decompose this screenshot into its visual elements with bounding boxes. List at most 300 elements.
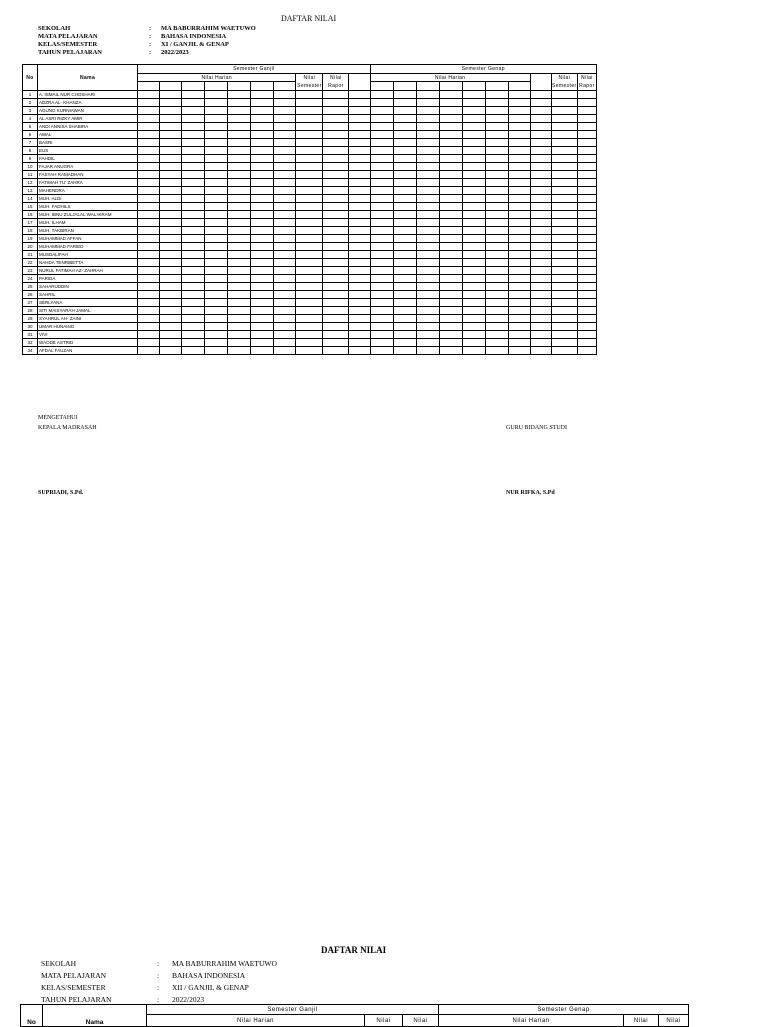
grade-cell[interactable]: [296, 107, 323, 115]
grade-cell[interactable]: [393, 299, 416, 307]
grade-cell[interactable]: [205, 139, 228, 147]
grade-cell[interactable]: [416, 227, 439, 235]
grade-cell[interactable]: [485, 147, 508, 155]
grade-cell[interactable]: [416, 107, 439, 115]
grade-cell[interactable]: [274, 307, 296, 315]
grade-cell[interactable]: [251, 115, 274, 123]
grade-cell[interactable]: [138, 115, 160, 123]
grade-cell[interactable]: [530, 315, 551, 323]
grade-cell[interactable]: [274, 163, 296, 171]
grade-cell[interactable]: [577, 179, 596, 187]
grade-cell[interactable]: [182, 299, 205, 307]
grade-cell[interactable]: [228, 323, 251, 331]
grade-cell[interactable]: [296, 307, 323, 315]
grade-cell[interactable]: [485, 91, 508, 99]
grade-cell[interactable]: [485, 195, 508, 203]
grade-cell[interactable]: [160, 179, 182, 187]
grade-cell[interactable]: [160, 163, 182, 171]
grade-cell[interactable]: [160, 259, 182, 267]
grade-cell[interactable]: [530, 299, 551, 307]
grade-cell[interactable]: [205, 123, 228, 131]
grade-cell[interactable]: [138, 275, 160, 283]
grade-cell[interactable]: [462, 251, 485, 259]
grade-cell[interactable]: [508, 155, 530, 163]
grade-cell[interactable]: [370, 307, 393, 315]
grade-cell[interactable]: [439, 331, 462, 339]
grade-cell[interactable]: [274, 91, 296, 99]
grade-cell[interactable]: [323, 267, 349, 275]
grade-cell[interactable]: [349, 123, 370, 131]
grade-cell[interactable]: [138, 187, 160, 195]
grade-cell[interactable]: [138, 163, 160, 171]
grade-cell[interactable]: [393, 211, 416, 219]
grade-cell[interactable]: [416, 139, 439, 147]
grade-cell[interactable]: [551, 347, 577, 355]
grade-cell[interactable]: [205, 179, 228, 187]
grade-cell[interactable]: [349, 331, 370, 339]
grade-cell[interactable]: [251, 139, 274, 147]
grade-cell[interactable]: [323, 291, 349, 299]
grade-cell[interactable]: [138, 123, 160, 131]
grade-cell[interactable]: [138, 243, 160, 251]
grade-cell[interactable]: [462, 323, 485, 331]
grade-cell[interactable]: [323, 107, 349, 115]
grade-cell[interactable]: [182, 107, 205, 115]
grade-cell[interactable]: [251, 211, 274, 219]
grade-cell[interactable]: [138, 171, 160, 179]
grade-cell[interactable]: [508, 211, 530, 219]
grade-cell[interactable]: [228, 179, 251, 187]
grade-cell[interactable]: [370, 203, 393, 211]
grade-cell[interactable]: [205, 211, 228, 219]
grade-cell[interactable]: [349, 203, 370, 211]
grade-cell[interactable]: [462, 339, 485, 347]
grade-cell[interactable]: [160, 275, 182, 283]
grade-cell[interactable]: [370, 211, 393, 219]
grade-cell[interactable]: [160, 267, 182, 275]
grade-cell[interactable]: [462, 163, 485, 171]
grade-cell[interactable]: [274, 323, 296, 331]
grade-cell[interactable]: [205, 203, 228, 211]
grade-cell[interactable]: [508, 259, 530, 267]
grade-cell[interactable]: [228, 339, 251, 347]
grade-cell[interactable]: [228, 203, 251, 211]
grade-cell[interactable]: [182, 203, 205, 211]
grade-cell[interactable]: [205, 315, 228, 323]
grade-cell[interactable]: [551, 243, 577, 251]
grade-cell[interactable]: [485, 139, 508, 147]
grade-cell[interactable]: [577, 115, 596, 123]
grade-cell[interactable]: [370, 99, 393, 107]
grade-cell[interactable]: [274, 227, 296, 235]
grade-cell[interactable]: [370, 179, 393, 187]
grade-cell[interactable]: [577, 331, 596, 339]
grade-cell[interactable]: [370, 323, 393, 331]
grade-cell[interactable]: [416, 115, 439, 123]
grade-cell[interactable]: [251, 227, 274, 235]
grade-cell[interactable]: [205, 251, 228, 259]
grade-cell[interactable]: [370, 267, 393, 275]
grade-cell[interactable]: [393, 163, 416, 171]
grade-cell[interactable]: [296, 115, 323, 123]
grade-cell[interactable]: [274, 331, 296, 339]
grade-cell[interactable]: [530, 187, 551, 195]
grade-cell[interactable]: [551, 235, 577, 243]
grade-cell[interactable]: [485, 307, 508, 315]
grade-cell[interactable]: [251, 315, 274, 323]
grade-cell[interactable]: [439, 347, 462, 355]
grade-cell[interactable]: [393, 195, 416, 203]
grade-cell[interactable]: [577, 131, 596, 139]
grade-cell[interactable]: [296, 139, 323, 147]
grade-cell[interactable]: [274, 179, 296, 187]
grade-cell[interactable]: [274, 259, 296, 267]
grade-cell[interactable]: [416, 91, 439, 99]
grade-cell[interactable]: [462, 243, 485, 251]
grade-cell[interactable]: [274, 171, 296, 179]
grade-cell[interactable]: [182, 139, 205, 147]
grade-cell[interactable]: [551, 283, 577, 291]
grade-cell[interactable]: [577, 259, 596, 267]
grade-cell[interactable]: [485, 323, 508, 331]
grade-cell[interactable]: [577, 315, 596, 323]
grade-cell[interactable]: [508, 179, 530, 187]
grade-cell[interactable]: [462, 107, 485, 115]
grade-cell[interactable]: [462, 275, 485, 283]
grade-cell[interactable]: [296, 347, 323, 355]
grade-cell[interactable]: [205, 339, 228, 347]
grade-cell[interactable]: [228, 251, 251, 259]
grade-cell[interactable]: [228, 171, 251, 179]
grade-cell[interactable]: [205, 235, 228, 243]
grade-cell[interactable]: [462, 219, 485, 227]
grade-cell[interactable]: [393, 107, 416, 115]
grade-cell[interactable]: [530, 243, 551, 251]
grade-cell[interactable]: [228, 115, 251, 123]
grade-cell[interactable]: [251, 163, 274, 171]
grade-cell[interactable]: [349, 283, 370, 291]
grade-cell[interactable]: [349, 139, 370, 147]
grade-cell[interactable]: [296, 323, 323, 331]
grade-cell[interactable]: [160, 131, 182, 139]
grade-cell[interactable]: [577, 139, 596, 147]
grade-cell[interactable]: [462, 115, 485, 123]
grade-cell[interactable]: [485, 339, 508, 347]
grade-cell[interactable]: [508, 139, 530, 147]
grade-cell[interactable]: [323, 299, 349, 307]
grade-cell[interactable]: [228, 275, 251, 283]
grade-cell[interactable]: [439, 251, 462, 259]
grade-cell[interactable]: [416, 267, 439, 275]
grade-cell[interactable]: [416, 171, 439, 179]
grade-cell[interactable]: [296, 235, 323, 243]
grade-cell[interactable]: [508, 171, 530, 179]
grade-cell[interactable]: [138, 195, 160, 203]
grade-cell[interactable]: [138, 283, 160, 291]
grade-cell[interactable]: [485, 299, 508, 307]
grade-cell[interactable]: [323, 203, 349, 211]
grade-cell[interactable]: [205, 131, 228, 139]
grade-cell[interactable]: [485, 315, 508, 323]
grade-cell[interactable]: [530, 283, 551, 291]
grade-cell[interactable]: [274, 299, 296, 307]
grade-cell[interactable]: [296, 131, 323, 139]
grade-cell[interactable]: [530, 339, 551, 347]
grade-cell[interactable]: [439, 243, 462, 251]
grade-cell[interactable]: [370, 139, 393, 147]
grade-cell[interactable]: [439, 227, 462, 235]
grade-cell[interactable]: [251, 171, 274, 179]
grade-cell[interactable]: [323, 99, 349, 107]
grade-cell[interactable]: [138, 99, 160, 107]
grade-cell[interactable]: [577, 251, 596, 259]
grade-cell[interactable]: [530, 155, 551, 163]
grade-cell[interactable]: [530, 203, 551, 211]
grade-cell[interactable]: [416, 275, 439, 283]
grade-cell[interactable]: [551, 155, 577, 163]
grade-cell[interactable]: [416, 347, 439, 355]
grade-cell[interactable]: [370, 339, 393, 347]
grade-cell[interactable]: [551, 331, 577, 339]
grade-cell[interactable]: [296, 339, 323, 347]
grade-cell[interactable]: [274, 123, 296, 131]
grade-cell[interactable]: [138, 131, 160, 139]
grade-cell[interactable]: [439, 139, 462, 147]
grade-cell[interactable]: [485, 251, 508, 259]
grade-cell[interactable]: [182, 163, 205, 171]
grade-cell[interactable]: [274, 243, 296, 251]
grade-cell[interactable]: [416, 299, 439, 307]
grade-cell[interactable]: [182, 323, 205, 331]
grade-cell[interactable]: [274, 195, 296, 203]
grade-cell[interactable]: [393, 155, 416, 163]
grade-cell[interactable]: [251, 339, 274, 347]
grade-cell[interactable]: [551, 307, 577, 315]
grade-cell[interactable]: [439, 323, 462, 331]
grade-cell[interactable]: [160, 211, 182, 219]
grade-cell[interactable]: [160, 139, 182, 147]
grade-cell[interactable]: [274, 147, 296, 155]
grade-cell[interactable]: [485, 171, 508, 179]
grade-cell[interactable]: [530, 123, 551, 131]
grade-cell[interactable]: [485, 99, 508, 107]
grade-cell[interactable]: [323, 123, 349, 131]
grade-cell[interactable]: [228, 267, 251, 275]
grade-cell[interactable]: [508, 291, 530, 299]
grade-cell[interactable]: [508, 91, 530, 99]
grade-cell[interactable]: [439, 307, 462, 315]
grade-cell[interactable]: [439, 115, 462, 123]
grade-cell[interactable]: [416, 339, 439, 347]
grade-cell[interactable]: [393, 323, 416, 331]
grade-cell[interactable]: [416, 315, 439, 323]
grade-cell[interactable]: [393, 339, 416, 347]
grade-cell[interactable]: [349, 307, 370, 315]
grade-cell[interactable]: [182, 219, 205, 227]
grade-cell[interactable]: [182, 275, 205, 283]
grade-cell[interactable]: [530, 179, 551, 187]
grade-cell[interactable]: [530, 307, 551, 315]
grade-cell[interactable]: [349, 219, 370, 227]
grade-cell[interactable]: [462, 147, 485, 155]
grade-cell[interactable]: [530, 131, 551, 139]
grade-cell[interactable]: [323, 251, 349, 259]
grade-cell[interactable]: [462, 171, 485, 179]
grade-cell[interactable]: [251, 283, 274, 291]
grade-cell[interactable]: [551, 187, 577, 195]
grade-cell[interactable]: [274, 347, 296, 355]
grade-cell[interactable]: [508, 147, 530, 155]
grade-cell[interactable]: [462, 315, 485, 323]
grade-cell[interactable]: [138, 211, 160, 219]
grade-cell[interactable]: [349, 315, 370, 323]
grade-cell[interactable]: [416, 323, 439, 331]
grade-cell[interactable]: [274, 155, 296, 163]
grade-cell[interactable]: [462, 179, 485, 187]
grade-cell[interactable]: [182, 267, 205, 275]
grade-cell[interactable]: [508, 227, 530, 235]
grade-cell[interactable]: [296, 123, 323, 131]
grade-cell[interactable]: [160, 299, 182, 307]
grade-cell[interactable]: [416, 203, 439, 211]
grade-cell[interactable]: [577, 203, 596, 211]
grade-cell[interactable]: [138, 147, 160, 155]
grade-cell[interactable]: [370, 299, 393, 307]
grade-cell[interactable]: [323, 323, 349, 331]
grade-cell[interactable]: [439, 267, 462, 275]
grade-cell[interactable]: [551, 275, 577, 283]
grade-cell[interactable]: [228, 147, 251, 155]
grade-cell[interactable]: [274, 235, 296, 243]
grade-cell[interactable]: [508, 131, 530, 139]
grade-cell[interactable]: [551, 139, 577, 147]
grade-cell[interactable]: [530, 107, 551, 115]
grade-cell[interactable]: [160, 291, 182, 299]
grade-cell[interactable]: [228, 139, 251, 147]
grade-cell[interactable]: [251, 235, 274, 243]
grade-cell[interactable]: [274, 315, 296, 323]
grade-cell[interactable]: [462, 187, 485, 195]
grade-cell[interactable]: [228, 107, 251, 115]
grade-cell[interactable]: [349, 299, 370, 307]
grade-cell[interactable]: [228, 299, 251, 307]
grade-cell[interactable]: [205, 115, 228, 123]
grade-cell[interactable]: [530, 99, 551, 107]
grade-cell[interactable]: [251, 259, 274, 267]
grade-cell[interactable]: [274, 99, 296, 107]
grade-cell[interactable]: [323, 195, 349, 203]
grade-cell[interactable]: [296, 227, 323, 235]
grade-cell[interactable]: [370, 331, 393, 339]
grade-cell[interactable]: [530, 219, 551, 227]
grade-cell[interactable]: [228, 163, 251, 171]
grade-cell[interactable]: [205, 147, 228, 155]
grade-cell[interactable]: [274, 203, 296, 211]
grade-cell[interactable]: [228, 99, 251, 107]
grade-cell[interactable]: [296, 163, 323, 171]
grade-cell[interactable]: [296, 147, 323, 155]
grade-cell[interactable]: [296, 99, 323, 107]
grade-cell[interactable]: [577, 243, 596, 251]
grade-cell[interactable]: [182, 179, 205, 187]
grade-cell[interactable]: [251, 323, 274, 331]
grade-cell[interactable]: [530, 291, 551, 299]
grade-cell[interactable]: [393, 179, 416, 187]
grade-cell[interactable]: [349, 251, 370, 259]
grade-cell[interactable]: [551, 291, 577, 299]
grade-cell[interactable]: [577, 219, 596, 227]
grade-cell[interactable]: [508, 243, 530, 251]
grade-cell[interactable]: [370, 163, 393, 171]
grade-cell[interactable]: [205, 155, 228, 163]
grade-cell[interactable]: [205, 259, 228, 267]
grade-cell[interactable]: [551, 259, 577, 267]
grade-cell[interactable]: [296, 251, 323, 259]
grade-cell[interactable]: [485, 211, 508, 219]
grade-cell[interactable]: [228, 91, 251, 99]
grade-cell[interactable]: [228, 331, 251, 339]
grade-cell[interactable]: [274, 115, 296, 123]
grade-cell[interactable]: [551, 267, 577, 275]
grade-cell[interactable]: [349, 259, 370, 267]
grade-cell[interactable]: [439, 235, 462, 243]
grade-cell[interactable]: [416, 187, 439, 195]
grade-cell[interactable]: [251, 123, 274, 131]
grade-cell[interactable]: [462, 155, 485, 163]
grade-cell[interactable]: [551, 147, 577, 155]
grade-cell[interactable]: [485, 331, 508, 339]
grade-cell[interactable]: [228, 227, 251, 235]
grade-cell[interactable]: [577, 347, 596, 355]
grade-cell[interactable]: [323, 275, 349, 283]
grade-cell[interactable]: [349, 179, 370, 187]
grade-cell[interactable]: [251, 155, 274, 163]
grade-cell[interactable]: [530, 171, 551, 179]
grade-cell[interactable]: [251, 347, 274, 355]
grade-cell[interactable]: [462, 131, 485, 139]
grade-cell[interactable]: [439, 155, 462, 163]
grade-cell[interactable]: [485, 131, 508, 139]
grade-cell[interactable]: [160, 347, 182, 355]
grade-cell[interactable]: [508, 339, 530, 347]
grade-cell[interactable]: [393, 315, 416, 323]
grade-cell[interactable]: [370, 219, 393, 227]
grade-cell[interactable]: [296, 331, 323, 339]
grade-cell[interactable]: [182, 307, 205, 315]
grade-cell[interactable]: [551, 107, 577, 115]
grade-cell[interactable]: [485, 179, 508, 187]
grade-cell[interactable]: [439, 275, 462, 283]
grade-cell[interactable]: [228, 211, 251, 219]
grade-cell[interactable]: [138, 203, 160, 211]
grade-cell[interactable]: [393, 99, 416, 107]
grade-cell[interactable]: [577, 235, 596, 243]
grade-cell[interactable]: [462, 259, 485, 267]
grade-cell[interactable]: [485, 219, 508, 227]
grade-cell[interactable]: [439, 179, 462, 187]
grade-cell[interactable]: [393, 267, 416, 275]
grade-cell[interactable]: [323, 115, 349, 123]
grade-cell[interactable]: [182, 291, 205, 299]
grade-cell[interactable]: [577, 171, 596, 179]
grade-cell[interactable]: [182, 195, 205, 203]
grade-cell[interactable]: [349, 323, 370, 331]
grade-cell[interactable]: [485, 123, 508, 131]
grade-cell[interactable]: [393, 291, 416, 299]
grade-cell[interactable]: [296, 179, 323, 187]
grade-cell[interactable]: [462, 203, 485, 211]
grade-cell[interactable]: [393, 275, 416, 283]
